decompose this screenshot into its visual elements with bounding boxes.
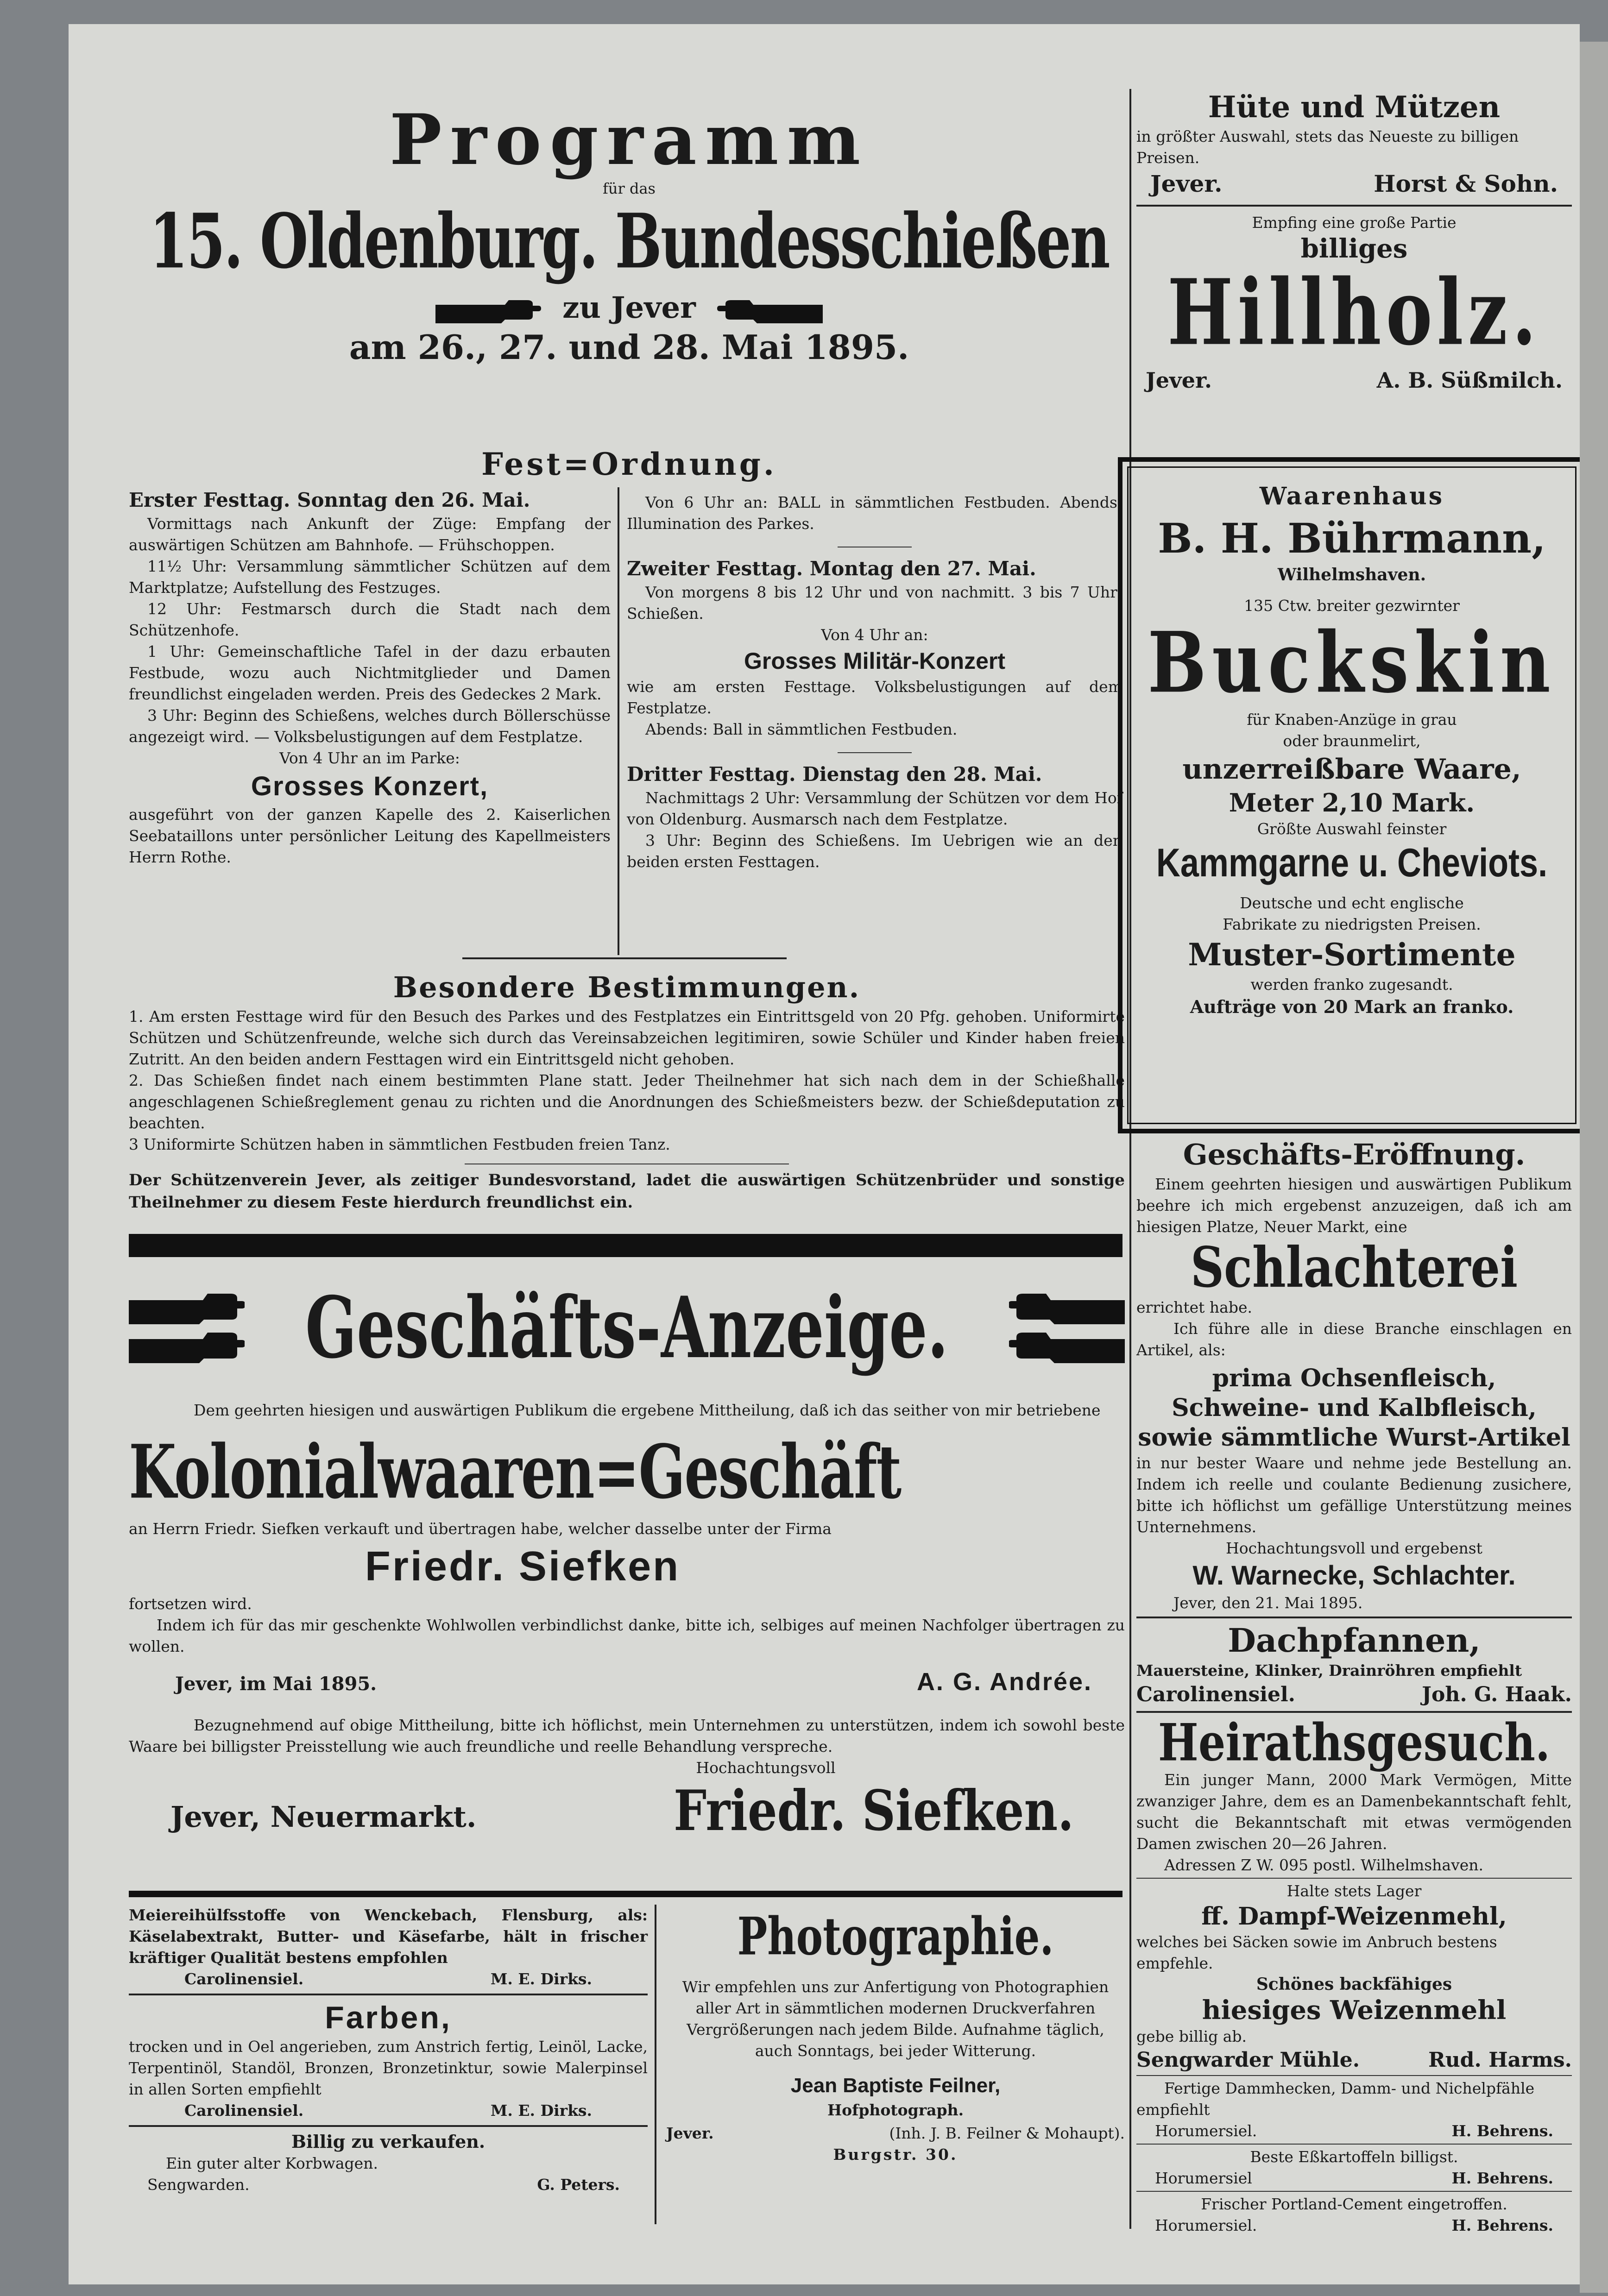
prima-1: prima Ochsenfleisch, [1212,1364,1496,1392]
location-line [133,289,1125,327]
separator [462,957,787,959]
horumersiel-3: Horumersiel. [1155,2216,1257,2234]
farben-text: trocken und in Oel angerieben, zum Anstrich fertig, Leinöl, Lacke, Terpentinöl, Standöl, Bronzen, Bronzetinktur, sowie Malerpinsel in allen Sorten empfiehlt [129,2038,648,2098]
konzert-heading: Grosses Konzert, [251,771,489,801]
unzerreissbar: unzerreißbare Waare, [1182,753,1521,786]
column-divider [618,487,619,955]
photo-street: Burgstr. 30. [833,2145,958,2164]
horumersiel-2: Horumersiel [1155,2169,1252,2187]
separator [1136,1878,1572,1879]
behrens-3: H. Behrens. [1451,2216,1553,2234]
huete-name: Horst & Sohn. [1374,170,1558,197]
photo-address-row [666,2123,1125,2144]
photo-text: Wir empfehlen uns zur Anfertigung von Photographien aller Art in sämmtlichen modernen Druckverfahren Vergrößerungen nach jedem Bilde. Aufnahme täglich, auch Sonntags, bei jeder Witterung. [682,1978,1109,2060]
buehrmann-name: B. H. Bührmann, [1158,514,1546,562]
photo-heading: Photographie. [737,1906,1054,1967]
photo-place: Jever. [666,2124,714,2142]
bestimmung-3: 3 Uniformirte Schützen haben in sämmtlichen Festbuden freien Tanz. [129,1135,670,1153]
thick-divider [129,1891,1122,1897]
behrens-2: H. Behrens. [1451,2169,1553,2187]
huete-heading: Hüte und Mützen [1208,90,1501,125]
day2-p2: Von 4 Uhr an: [821,626,928,644]
heirat-address: Adressen Z W. 095 postl. Wilhelmshaven. [1164,1856,1484,1874]
meierei-place: Carolinensiel. [184,1970,304,1988]
warnecke: W. Warnecke, Schlachter. [1192,1560,1516,1591]
huete-signature [1150,169,1558,199]
dach-text: Mauersteine, Klinker, Drainröhren empfiehlt [1136,1661,1522,1680]
separator [129,1994,648,1995]
prima-2: Schweine- und Kalbfleisch, [1172,1394,1537,1422]
horumersiel-1: Horumersiel. [1155,2122,1257,2140]
dach-signature [1136,1681,1572,1708]
gebe-billig: gebe billig ab. [1136,2027,1247,2045]
heirat-heading: Heirathsgesuch. [1158,1712,1551,1773]
billig-place: Sengwarden. [147,2176,250,2194]
muster: Muster-Sortimente [1188,937,1516,973]
behrens-signature-3 [1155,2215,1553,2236]
separator [1136,2075,1572,2076]
column-divider [655,1905,656,2224]
prima-text: in nur bester Waare und nehme jede Bestellung an. Indem ich reelle und coulante Bedienung zusichere, bitte ich höflichst um gefällige Unterstützung meines Unternehmens. [1136,1454,1572,1536]
geschaeft-text3: fortsetzen wird. [129,1595,252,1613]
geschaeft-heading: Geschäfts-Anzeige. [305,1278,949,1378]
farben-signature [184,2100,592,2121]
bottom-left-ads [129,1905,648,2195]
photo-inh: (Inh. J. B. Feilner & Mohaupt). [889,2124,1125,2142]
deutsche: Deutsche und echt englische Fabrikate zu niedrigsten Preisen. [1223,894,1481,933]
dampf-text: welches bei Säcken sowie im Anbruch bestens empfehle. [1136,1933,1497,1972]
location-text: zu Jever [562,290,696,325]
billig-name: G. Peters. [537,2176,620,2194]
kolonial-heading: Kolonialwaaren=Geschäft [129,1428,901,1516]
warnecke-date: Jever, den 21. Mai 1895. [1173,1594,1363,1612]
pointing-hand-left-icon [1009,1328,1125,1365]
separator [838,752,912,753]
programm-header [133,101,1125,368]
signature-row-2 [170,1778,1074,1843]
farben-name: M. E. Dirks. [490,2101,592,2120]
behrens-1: H. Behrens. [1451,2122,1553,2140]
besondere-section [129,969,1125,1214]
day1-p7: Von 6 Uhr an: BALL in sämmtlichen Festbuden. Abends: Illumination des Parkes. [627,493,1122,533]
fest-ordnung-heading: Fest=Ordnung. [481,446,777,482]
schlachterei: Schlachterei [1190,1234,1518,1300]
bestimmung-1: 1. Am ersten Festtage wird für den Besuch des Parkes und des Festplatzes ein Eintrittsgeld von 20 Pfg. gehoben. Uniformirte Schützen und Schützenfreunde, welche sich durch das Vereinsabzeichen legitimiren, sowie Schüler und Kinder haben freien Zutritt. An den beiden andern Festtagen wird ein Eintrittsgeld nicht gehoben. [129,1007,1125,1068]
fertige-text: Fertige Dammhecken, Damm- und Nichelpfähle empfiehlt [1136,2079,1535,2119]
ctw: 135 Ctw. breiter gezwirnter [1244,597,1460,615]
preis: Meter 2,10 Mark. [1229,788,1475,818]
auftraege: Aufträge von 20 Mark an franko. [1190,996,1514,1017]
huete-text: in größter Auswahl, stets das Neueste zu billigen Preisen. [1136,127,1519,167]
militaer-konzert-heading: Grosses Militär-Konzert [744,648,1005,674]
konzert-text: ausgeführt von der ganzen Kapelle des 2. Kaiserlichen Seebataillons unter persönlicher Leitung des Kapellmeisters Herrn Rothe. [129,805,611,866]
programm-title: Programm [389,99,869,181]
place-neuermarkt: Jever, Neuermarkt. [170,1800,477,1834]
place-date: Jever, im Mai 1895. [175,1673,377,1695]
day1-p4: 1 Uhr: Gemeinschaftliche Tafel in der dazu erbauten Festbude, wozu auch Nichtmitglieder und Damen freundlichst eingeladen werden. Preis des Gedeckes 2 Mark. [129,642,611,703]
billig-heading: Billig zu verkaufen. [291,2131,486,2152]
geschaeft-text2: an Herrn Friedr. Siefken verkauft und übertragen habe, welcher dasselbe unter der Firma [129,1520,832,1538]
festival-dates: am 26., 27. und 28. Mai 1895. [349,327,909,367]
day1-p1: Vormittags nach Ankunft der Züge: Empfang der auswärtigen Schützen am Bahnhofe. — Frühschoppen. [129,515,611,554]
muehle-signature [1136,2047,1572,2073]
pointing-hand-right-icon [129,1289,245,1326]
firma-name: Friedr. Siefken [365,1543,681,1590]
black-divider [129,1234,1122,1257]
farben-place: Carolinensiel. [184,2101,304,2120]
portland-cement: Frischer Portland-Cement eingetroffen. [1201,2195,1507,2213]
day2-heading: Zweiter Festtag. Montag den 27. Mai. [627,557,1036,580]
event-title: 15. Oldenburg. Bundesschießen [149,197,1109,286]
pointing-hand-right-icon [435,296,542,324]
right-column-lower [1136,1136,1572,2236]
hill-name: A. B. Süßmilch. [1376,368,1563,393]
wilhelmshaven: Wilhelmshaven. [1277,565,1426,585]
photo-title: Hofphotograph. [827,2101,964,2119]
right-column [1136,89,1572,395]
day3-p1: Nachmittags 2 Uhr: Versammlung der Schützen vor dem Hof von Oldenburg. Ausmarsch nach dem Festplatze. [627,789,1122,828]
eroeffnung-heading: Geschäfts-Eröffnung. [1183,1138,1526,1171]
day3-heading: Dritter Festtag. Dienstag den 28. Mai. [627,763,1042,786]
huete-place: Jever. [1150,170,1223,197]
newspaper-page [69,24,1580,2284]
page-edge [1580,42,1608,2293]
schluss-text: Der Schützenverein Jever, als zeitiger Bundesvorstand, ladet die auswärtigen Schützenbrüder und sonstige Theilnehmer zu diesem Feste hierdurch freundlichst ein. [129,1171,1125,1212]
separator [1136,205,1572,207]
signer-andree: A. G. Andrée. [916,1668,1092,1696]
billig-signature [147,2174,620,2195]
signature-row-1 [175,1667,1092,1696]
billig-text: Ein guter alter Korbwagen. [166,2154,378,2172]
lager: Halte stets Lager [1286,1882,1422,1900]
separator [1136,1617,1572,1618]
hill-intro: Empfing eine große Partie [1252,214,1457,232]
separator [1136,2191,1572,2192]
separator [1136,2144,1572,2145]
hill-big: Hillholz. [1167,259,1541,366]
day2-day3-section [627,492,1122,873]
day1-p6: Von 4 Uhr an im Parke: [279,749,460,767]
column-divider [1129,89,1131,2229]
hochachtung: Hochachtungsvoll [696,1759,836,1777]
geschaeft-text4: Indem ich für das mir geschenkte Wohlwollen verbindlichst danke, bitte ich, selbiges auf meinen Nachfolger übertragen zu wollen. [129,1616,1125,1655]
meierei-name: M. E. Dirks. [490,1970,592,1988]
photo-name: Jean Baptiste Feilner, [790,2074,1001,2097]
photographie-ad [666,1906,1125,2165]
geschaeft-text5: Bezugnehmend auf obige Mittheilung, bitte ich höflichst, mein Unternehmen zu unterstützen, indem ich sowohl beste Waare bei billigster Preisstellung wie auch freundliche und reelle Behandlung verspreche. [129,1716,1125,1755]
behrens-signature-2 [1155,2168,1553,2189]
geschaeft-section [129,1275,1125,1843]
bestimmung-2: 2. Das Schießen findet nach einem bestimmten Plane statt. Jeder Theilnehmer hat sich nach dem in der Schießhalle angeschlagenen Schießreglement genau zu richten und die Anordnungen des Schießmeisters bezw. der Schießdeputation zu beachten. [129,1071,1125,1132]
dach-heading: Dachpfannen, [1228,1621,1481,1660]
groesste-auswahl: Größte Auswahl feinster [1257,820,1447,838]
day1-section [129,487,611,868]
eroeffnung-text: Einem geehrten hiesigen und auswärtigen Publikum beehre ich mich ergebenst anzuzeigen, daß ich am hiesigen Platze, Neuer Markt, eine [1136,1175,1572,1236]
pointing-hand-left-icon [716,296,823,324]
hochachtungsvoll: Hochachtungsvoll und ergebenst [1226,1539,1482,1557]
pointing-hand-left-icon [1009,1289,1125,1326]
day1-p2: 11½ Uhr: Versammlung sämmtlicher Schützen auf dem Marktplatze; Aufstellung des Festzuges. [129,557,611,597]
day2-p3: wie am ersten Festtage. Volksbelustigungen auf dem Festplatze. [627,678,1122,717]
dach-place: Carolinensiel. [1136,1683,1295,1706]
dach-name: Joh. G. Haak. [1422,1683,1572,1706]
separator [129,2125,648,2127]
day2-p1: Von morgens 8 bis 12 Uhr und von nachmitt. 3 bis 7 Uhr: Schießen. [627,583,1122,623]
franko: werden franko zugesandt. [1250,975,1453,994]
hands-left [129,1289,245,1367]
day1-p3: 12 Uhr: Festmarsch durch die Stadt nach dem Schützenhofe. [129,600,611,639]
hiesiges-weizenmehl: hiesiges Weizenmehl [1202,1995,1507,2026]
kammgarne: Kammgarne u. Cheviots. [1156,841,1548,885]
day1-p5: 3 Uhr: Beginn des Schießens, welches durch Böllerschüsse angezeigt wird. — Volksbelustigungen auf dem Festplatze. [129,706,611,746]
buehrmann-ad [1134,480,1570,1019]
knaben: für Knaben-Anzüge in grau oder braunmelirt, [1247,711,1457,750]
meierei-text: Meiereihülfsstoffe von Wenckebach, Flensburg, als: Käselabextrakt, Butter- und Käsefarbe, hält in frischer kräftiger Qualität bestens empfohlen [129,1906,648,1967]
hill-billiges: billiges [1300,233,1408,264]
behrens-signature-1 [1155,2120,1553,2142]
pointing-hand-right-icon [129,1328,245,1365]
dampf-weizenmehl: ff. Dampf-Weizenmehl, [1201,1902,1507,1931]
geschaeft-intro: Dem geehrten hiesigen und auswärtigen Publikum die ergebene Mittheilung, daß ich das seither von mir betriebene [194,1401,1101,1419]
day2-p4: Abends: Ball in sämmtlichen Festbuden. [645,720,958,738]
besondere-heading: Besondere Bestimmungen. [393,970,861,1004]
farben-heading: Farben, [325,2000,452,2035]
schoenes: Schönes backfähiges [1256,1975,1452,1994]
muehle-place: Sengwarder Mühle. [1136,2048,1360,2072]
heirat-text: Ein junger Mann, 2000 Mark Vermögen, Mitte zwanziger Jahre, dem es an Damenbekanntschaft fehlt, sucht die Bekanntschaft mit etwas vermögenden Damen zwischen 20—26 Jahren. [1136,1771,1572,1853]
day3-p2: 3 Uhr: Beginn des Schießens. Im Uebrigen wie an den beiden ersten Festtagen. [627,831,1122,871]
waarenhaus: Waarenhaus [1259,482,1444,510]
geschaeft-heading-row [129,1275,1125,1381]
errichtet: errichtet habe. [1136,1298,1252,1316]
fuehre: Ich führe alle in diese Branche einschlagen en Artikel, als: [1136,1320,1572,1359]
hands-right [1009,1289,1125,1367]
prima-3: sowie sämmtliche Wurst-Artikel [1138,1423,1570,1452]
meierei-signature [184,1969,592,1990]
signer-siefken: Friedr. Siefken. [674,1778,1074,1843]
eskartoffeln: Beste Eßkartoffeln billigst. [1250,2148,1458,2166]
programm-fuer: für das [603,180,656,197]
hill-place: Jever. [1146,368,1212,393]
muehle-name: Rud. Harms. [1428,2048,1572,2072]
day1-heading: Erster Festtag. Sonntag den 26. Mai. [129,489,530,511]
buckskin: Buckskin [1148,614,1556,712]
